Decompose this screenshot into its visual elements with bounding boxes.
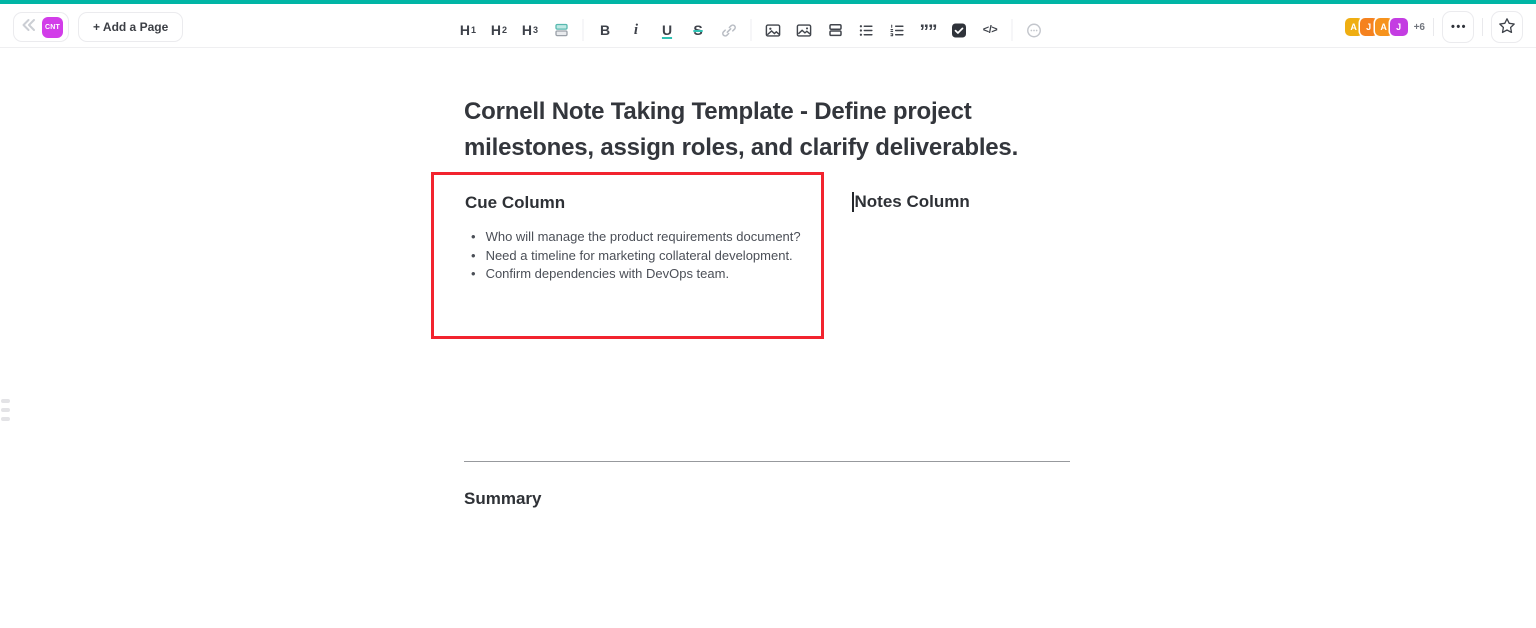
page-title[interactable] [464,94,1018,166]
toolbar-separator [583,19,584,41]
banner-button[interactable] [547,15,576,45]
bullet-list-icon [858,22,875,39]
page-badge[interactable]: CNT [42,17,63,38]
header-right-group [1345,12,1523,42]
page-title-line1: Cornell Note Taking Template - Define project [464,98,972,125]
star-icon [1498,17,1516,38]
code-button[interactable]: </> [976,15,1005,45]
heading2-button[interactable]: H 2 [485,15,514,45]
favorite-button[interactable] [1491,11,1523,43]
list-item[interactable]: • Confirm dependencies with DevOps team. [471,265,801,284]
cue-column-bullet-list[interactable] [471,228,801,284]
cover-image-button[interactable] [790,15,819,45]
quote-button[interactable]: ”” [914,15,943,45]
horizontal-divider [464,461,1070,462]
italic-button[interactable]: i [622,15,651,45]
avatar[interactable]: A [1375,18,1393,36]
formatting-toolbar [454,8,1049,52]
image-icon [765,22,782,39]
avatar[interactable]: J [1360,18,1378,36]
rows-icon [827,22,843,38]
link-icon [721,22,738,39]
numbered-list-button[interactable] [883,15,912,45]
checkbox-icon [952,23,967,38]
collapse-chevrons-icon[interactable] [19,16,38,39]
notes-column-heading[interactable]: Notes Column [852,192,970,212]
rows-button[interactable] [821,15,850,45]
toolbar-separator [751,19,752,41]
avatar-stack [1345,18,1425,36]
bullet-list-button[interactable] [852,15,881,45]
heading1-button[interactable]: H 1 [454,15,483,45]
numbered-list-icon [889,22,906,39]
add-page-button[interactable]: + Add a Page [78,12,183,42]
comment-icon [1026,22,1043,39]
page-title-line2: milestones, assign roles, and clarify deliverables. [464,134,1019,161]
header-separator [1433,18,1434,36]
list-item[interactable]: • Who will manage the product requirements document? [471,228,801,247]
toolbar-separator [1012,19,1013,41]
strikethrough-button[interactable]: S [684,15,713,45]
sidebar-drag-handle[interactable] [1,399,10,421]
page-switcher[interactable] [13,12,69,42]
ellipsis-icon: ••• [1450,21,1468,33]
list-item[interactable]: • Need a timeline for marketing collateral development. [471,247,801,266]
link-button[interactable] [715,15,744,45]
underline-button[interactable]: U [653,15,682,45]
bold-button[interactable]: B [591,15,620,45]
more-options-button[interactable] [1442,11,1474,43]
cue-column-heading[interactable]: Cue Column [465,193,566,212]
header-bar [0,4,1536,48]
text-cursor [852,192,854,212]
heading3-button[interactable]: H 3 [516,15,545,45]
comment-button[interactable] [1020,15,1049,45]
avatar-overflow-count[interactable]: +6 [1413,21,1425,33]
cue-column-highlight-box[interactable] [431,172,824,339]
avatar[interactable]: J [1390,18,1408,36]
checkbox-button[interactable] [945,15,974,45]
banner-icon [553,22,569,38]
avatar[interactable]: A [1345,18,1363,36]
cover-image-icon [796,22,813,39]
summary-heading[interactable]: Summary [464,489,542,508]
header-separator [1482,18,1483,36]
image-button[interactable] [759,15,788,45]
